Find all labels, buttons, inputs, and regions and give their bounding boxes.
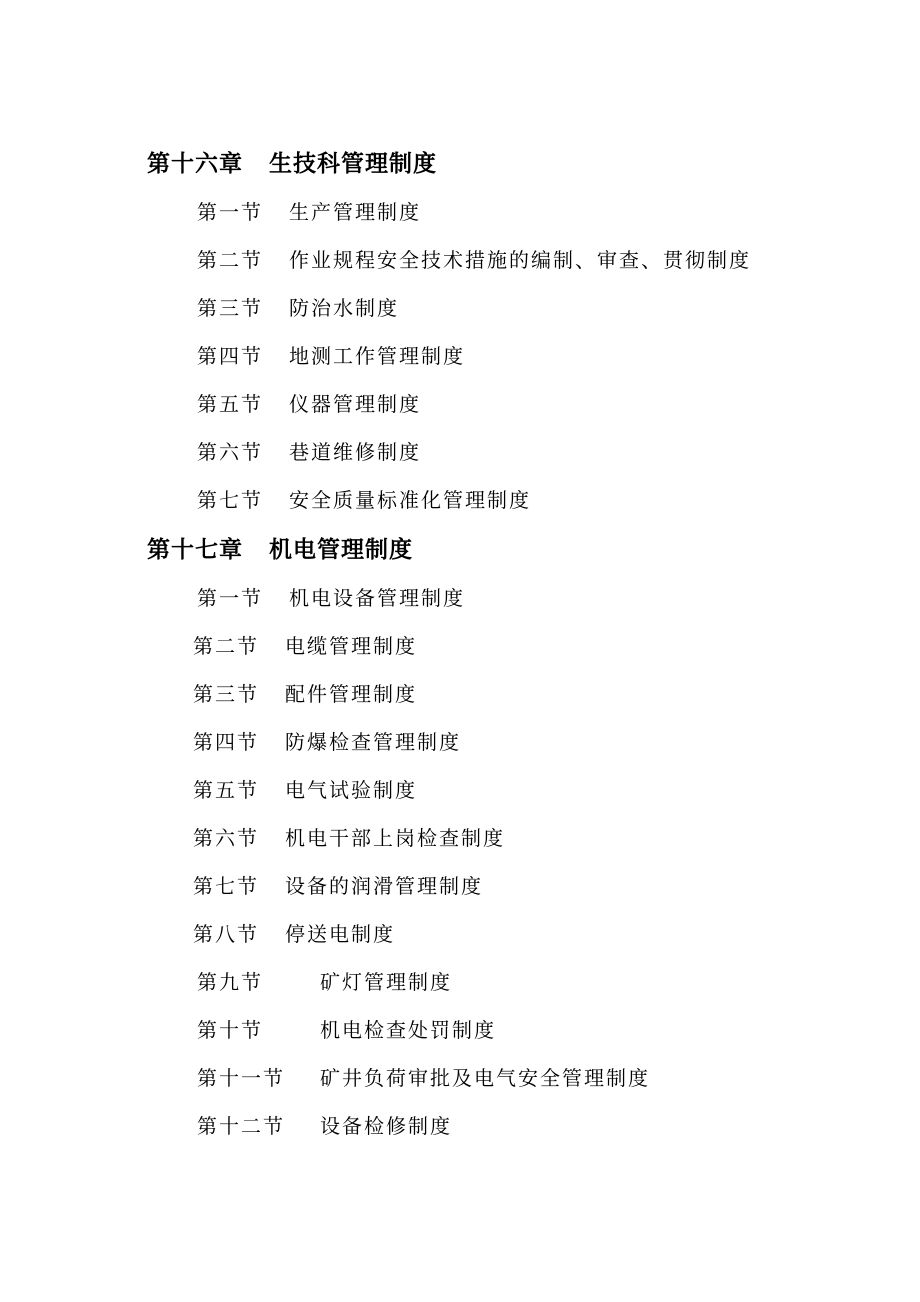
- section-label: 第六节: [193, 826, 259, 850]
- section-title: 矿灯管理制度: [320, 970, 452, 994]
- section-title: 机电设备管理制度: [289, 586, 465, 610]
- section-title: 设备的润滑管理制度: [285, 874, 483, 898]
- toc-entry: [197, 1114, 452, 1138]
- section-label: 第四节: [197, 344, 263, 368]
- toc-entry: [193, 826, 505, 850]
- section-label: 第二节: [197, 248, 263, 272]
- toc-entry: [197, 488, 531, 512]
- toc-entry: [197, 1066, 650, 1090]
- section-label: 第七节: [197, 488, 263, 512]
- toc-entry: [197, 344, 465, 368]
- toc-entry: [193, 922, 395, 946]
- section-title: 地测工作管理制度: [289, 344, 465, 368]
- chapter-17-heading: [147, 536, 413, 563]
- section-title: 防治水制度: [289, 296, 399, 320]
- section-title: 安全质量标准化管理制度: [289, 488, 531, 512]
- section-title: 防爆检查管理制度: [285, 730, 461, 754]
- section-title: 矿井负荷审批及电气安全管理制度: [320, 1066, 650, 1090]
- chapter-title: 生技科管理制度: [269, 150, 437, 177]
- section-label: 第二节: [193, 634, 259, 658]
- chapter-title: 机电管理制度: [269, 536, 413, 563]
- toc-entry: [193, 874, 483, 898]
- toc-entry: [193, 634, 417, 658]
- toc-entry: [197, 200, 421, 224]
- section-title: 仪器管理制度: [289, 392, 421, 416]
- section-label: 第六节: [197, 440, 263, 464]
- section-title: 配件管理制度: [285, 682, 417, 706]
- toc-entry: [197, 248, 751, 272]
- section-label: 第五节: [197, 392, 263, 416]
- section-label: 第八节: [193, 922, 259, 946]
- section-label: 第十二节: [197, 1114, 285, 1138]
- toc-entry: [193, 730, 461, 754]
- section-label: 第十一节: [197, 1066, 285, 1090]
- section-title: 巷道维修制度: [289, 440, 421, 464]
- section-title: 作业规程安全技术措施的编制、审查、贯彻制度: [289, 248, 751, 272]
- toc-entry: [197, 586, 465, 610]
- section-label: 第七节: [193, 874, 259, 898]
- section-label: 第一节: [197, 586, 263, 610]
- chapter-number: 第十六章: [147, 150, 243, 177]
- section-label: 第三节: [193, 682, 259, 706]
- section-title: 电缆管理制度: [285, 634, 417, 658]
- section-label: 第十节: [197, 1018, 263, 1042]
- section-label: 第五节: [193, 778, 259, 802]
- chapter-number: 第十七章: [147, 536, 243, 563]
- toc-entry: [197, 970, 452, 994]
- toc-entry: [197, 296, 399, 320]
- section-title: 电气试验制度: [285, 778, 417, 802]
- section-label: 第九节: [197, 970, 263, 994]
- section-title: 停送电制度: [285, 922, 395, 946]
- section-label: 第三节: [197, 296, 263, 320]
- toc-entry: [193, 682, 417, 706]
- toc-entry: [197, 392, 421, 416]
- toc-entry: [197, 1018, 496, 1042]
- section-title: 机电干部上岗检查制度: [285, 826, 505, 850]
- section-title: 机电检查处罚制度: [320, 1018, 496, 1042]
- chapter-16-heading: [147, 150, 437, 177]
- section-title: 生产管理制度: [289, 200, 421, 224]
- section-label: 第一节: [197, 200, 263, 224]
- toc-entry: [193, 778, 417, 802]
- toc-entry: [197, 440, 421, 464]
- section-title: 设备检修制度: [320, 1114, 452, 1138]
- section-label: 第四节: [193, 730, 259, 754]
